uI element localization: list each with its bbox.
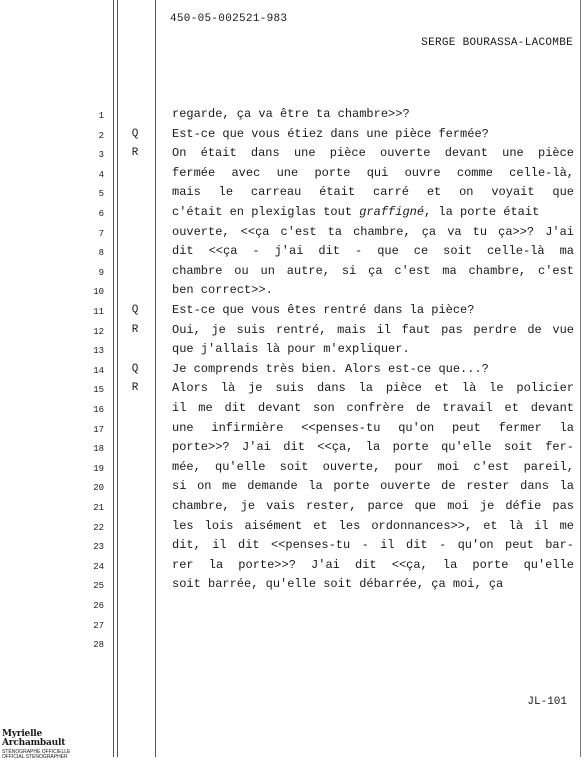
line-number: 27: [93, 620, 104, 631]
line-text: soit barrée, qu'elle soit débarrée, ça moi, ça: [172, 577, 504, 592]
line-text: [172, 205, 574, 219]
transcript-line: [0, 165, 585, 183]
line-text: porte>>? J'ai dit <<ça, la porte qu'elle soit fer-: [172, 440, 574, 455]
stenographer-stamp: [2, 730, 94, 760]
line-text: rer la porte>>? J'ai dit <<ça, la porte qu'elle: [172, 557, 574, 572]
line-number: 25: [93, 581, 104, 592]
line-text: Je comprends très bien. Alors est-ce que...?: [172, 361, 489, 376]
document-number: 450-05-002521-983: [170, 13, 288, 25]
transcript-line: [0, 341, 585, 359]
transcript-line: [0, 302, 585, 320]
line-number: 3: [98, 150, 104, 161]
line-text: Est-ce que vous étiez dans une pièce fermée?: [172, 126, 489, 141]
speaker-marker: R: [131, 382, 139, 395]
line-text: mée, qu'elle soit ouverte, pour moi c'est pareil,: [172, 459, 574, 474]
line-text: dit <<ça - j'ai dit - que ce soit celle-là ma: [172, 244, 574, 259]
speaker-marker: Q: [131, 127, 139, 140]
line-number: 13: [93, 346, 104, 357]
line-text: chambre, je vais rester, parce que moi je défie pas: [172, 499, 574, 513]
speaker-marker: Q: [131, 362, 139, 375]
line-number: 11: [93, 307, 104, 317]
transcript-line: [0, 282, 585, 300]
line-text: Oui, je suis rentré, mais il faut pas perdre de vue: [172, 322, 574, 337]
speaker-marker: R: [131, 323, 139, 336]
line-number: 10: [93, 287, 104, 298]
line-text: ben correct>>.: [172, 283, 273, 298]
line-text: que j'allais là pour m'expliquer.: [172, 342, 410, 357]
line-number: 4: [98, 169, 104, 180]
line-text: si on me demande la porte ouverte de rester dans la: [172, 479, 574, 494]
line-number: 12: [93, 326, 104, 337]
transcript-line: [0, 635, 585, 653]
transcript-line: [0, 576, 585, 594]
transcript-line: [0, 498, 585, 516]
transcript-line: [0, 106, 585, 124]
line-number: 21: [93, 503, 104, 513]
line-text: ouverte, <<ça c'est ta chambre, ça va tu ça>>? J'ai: [172, 224, 574, 239]
line-number: 15: [93, 385, 104, 396]
line-number: 6: [98, 209, 104, 219]
transcript-line: [0, 224, 585, 242]
transcript-line: [0, 263, 585, 281]
transcript-line: [0, 557, 585, 575]
line-number: 5: [98, 189, 104, 200]
transcript-line: [0, 420, 585, 438]
witness-name: SERGE BOURASSA-LACOMBE: [421, 37, 573, 49]
line-text: mais le carreau était carré et on voyait que: [172, 185, 574, 200]
line-number: 22: [93, 522, 104, 533]
line-text: fermée avec une porte qui ouvre comme celle-là,: [172, 165, 574, 180]
transcript-line: [0, 596, 585, 614]
line-number: 7: [98, 228, 104, 239]
line-text-italic: graffigné: [359, 205, 425, 219]
transcript-line: [0, 400, 585, 418]
line-text: On était dans une pièce ouverte devant une pièce: [172, 146, 574, 161]
line-number: 8: [98, 248, 104, 259]
transcript-line: [0, 439, 585, 457]
transcript-line: [0, 380, 585, 398]
line-text-part: , la porte était: [424, 205, 540, 219]
line-text: une infirmière <<penses-tu qu'on peut fermer la: [172, 420, 574, 435]
transcript-line: [0, 361, 585, 379]
line-number: 18: [93, 444, 104, 455]
stenographer-title-fr: STÉNOGRAPHE OFFICIELLE: [2, 749, 71, 755]
transcript-line: [0, 145, 585, 163]
line-number: 23: [93, 542, 104, 553]
stenographer-name: Myrielle Archambault: [2, 729, 66, 748]
transcript-line: [0, 243, 585, 261]
line-number: 9: [98, 267, 104, 278]
transcript-line: [0, 322, 585, 340]
line-text: dit, il dit <<penses-tu - il dit - qu'on peut bar-: [172, 538, 574, 553]
transcript-line: [0, 126, 585, 144]
line-text: chambre ou un autre, si ça c'est ma chambre, c'est: [172, 263, 574, 278]
line-number: 16: [93, 405, 104, 415]
line-number: 2: [98, 130, 104, 141]
line-number: 24: [93, 561, 104, 572]
line-text: Est-ce que vous êtes rentré dans la pièce?: [172, 303, 475, 317]
speaker-marker: Q: [131, 304, 139, 316]
transcript-line: [0, 184, 585, 202]
transcript-line: [0, 537, 585, 555]
transcript-line: [0, 204, 585, 222]
line-text: les lois aisément et les ordonnances>>, et là il me: [172, 518, 574, 533]
line-number: 28: [93, 640, 104, 651]
line-number: 20: [93, 483, 104, 494]
line-number: 17: [93, 424, 104, 435]
line-text-part: c'était en plexiglas tout: [172, 205, 360, 219]
line-number: 14: [93, 365, 104, 376]
page-reference: JL-101: [527, 696, 567, 708]
transcript-line: [0, 616, 585, 634]
line-number: 19: [93, 463, 104, 474]
line-number: 1: [98, 111, 104, 121]
transcript-line: [0, 459, 585, 477]
stenographer-title-en: OFFICIAL STENOGRAPHER: [2, 754, 68, 760]
line-number: 26: [93, 601, 104, 611]
line-text: Alors là je suis dans la pièce et là le policier: [172, 381, 574, 396]
line-text: il me dit devant son confrère de travail et devant: [172, 401, 574, 415]
speaker-marker: R: [131, 147, 139, 160]
transcript-line: [0, 478, 585, 496]
line-text: regarde, ça va être ta chambre>>?: [172, 107, 410, 121]
transcript-line: [0, 518, 585, 536]
